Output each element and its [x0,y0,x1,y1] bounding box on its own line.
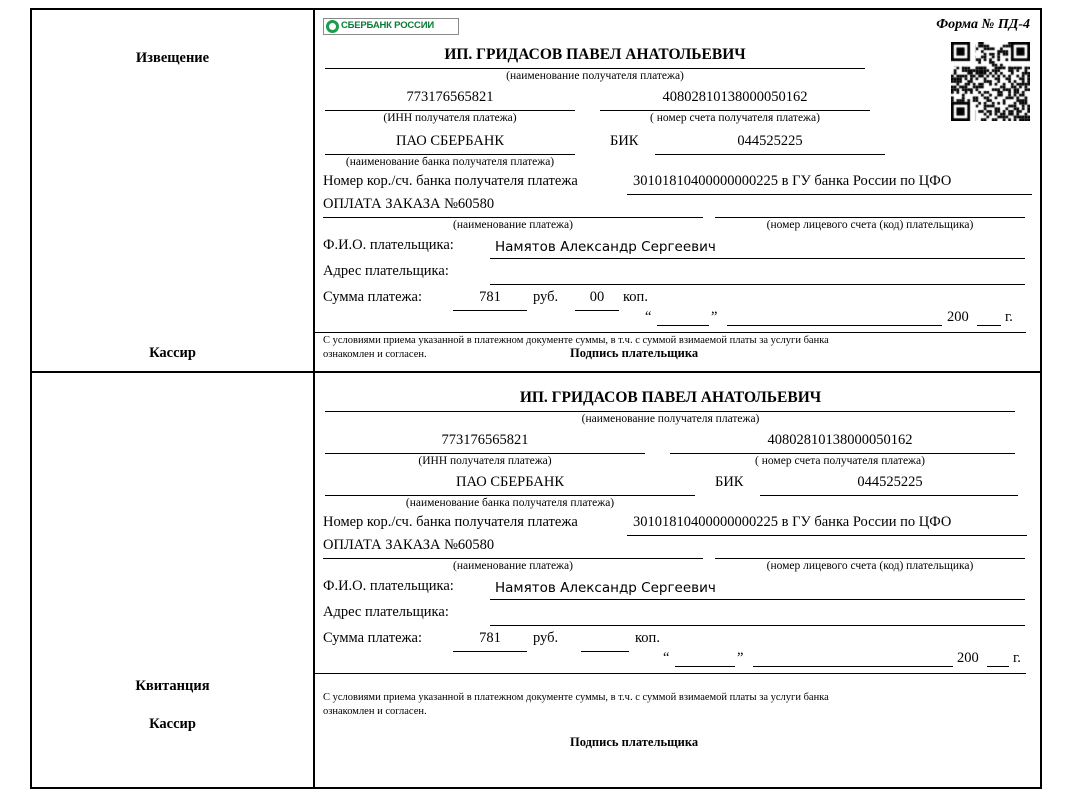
terms-line1-top: С условиями приема указанной в платежном документе суммы, в т.ч. с суммой взимаемой платы за услуги банка [323,335,829,346]
rub-word-top: руб. [533,289,559,305]
inn-caption-top: (ИНН получателя платежа) [383,112,517,124]
receipt-section-izveshchenie [32,10,1040,373]
sum-label-bottom: Сумма платежа: [323,630,422,646]
personal-account-caption-bottom: (номер лицевого счета (код) плательщика) [766,560,974,572]
rule-sum-rub-bottom [453,651,527,652]
corr-value-top: 30101810400000000225 в ГУ банка России по ЦФО [633,173,952,189]
year-suffix-top: г. [1005,309,1013,325]
signature-label-bottom: Подпись плательщика [570,735,699,749]
left-label-column-bottom [32,373,315,787]
rub-word-bottom: руб. [533,630,559,646]
payer-name-top: Намятов Александр Сергеевич [495,239,716,255]
bank-name-caption-top: (наименование банка получателя платежа) [345,156,555,168]
personal-account-caption-top: (номер лицевого счета (код) плательщика) [766,219,974,231]
year-suffix-bottom: г. [1013,650,1021,666]
date-quote-close-top: ” [711,309,718,325]
account-caption-top: ( номер счета получателя платежа) [650,112,820,124]
year-prefix-top: 200 [947,309,969,325]
rule-bank-top [325,154,575,155]
address-label-bottom: Адрес плательщика: [323,604,449,620]
rule-year-top [977,325,1001,326]
bank-name-bottom: ПАО СБЕРБАНК [456,474,564,490]
rule-address-bottom [490,625,1025,626]
kop-word-top: коп. [623,289,648,305]
sum-rub-top: 781 [479,289,501,305]
date-quote-open-bottom: “ [663,650,670,666]
rule-date-day-bottom [675,666,735,667]
label-kassir-top: Кассир [149,345,196,361]
rule-year-bottom [987,666,1009,667]
purpose-top: ОПЛАТА ЗАКАЗА №60580 [323,196,495,212]
rule-bik-bottom [760,495,1018,496]
rule-date-month-top [727,325,942,326]
recipient-name-caption-top: (наименование получателя платежа) [506,70,684,82]
rule-purpose-bottom [323,558,703,559]
terms-line2-top: ознакомлен и согласен. [323,349,427,360]
address-label-top: Адрес плательщика: [323,263,449,279]
rule-terms-separator-bottom [315,673,1026,674]
rule-date-day-top [657,325,709,326]
bik-value-top: 044525225 [737,133,803,149]
sberbank-logo-icon [323,18,459,35]
payer-label-top: Ф.И.О. плательщика: [323,237,454,253]
date-quote-open-top: “ [645,309,652,325]
rule-bik-top [655,154,885,155]
corr-value-bottom: 30101810400000000225 в ГУ банка России по ЦФО [633,514,952,530]
rule-personal-account-bottom [715,558,1025,559]
purpose-caption-top: (наименование платежа) [453,219,573,231]
terms-line2-bottom: ознакомлен и согласен. [323,706,427,717]
label-kassir-bottom: Кассир [149,716,196,732]
rule-recipient-bottom [325,411,1015,412]
kop-word-bottom: коп. [635,630,660,646]
rule-account-top [600,110,870,111]
purpose-bottom: ОПЛАТА ЗАКАЗА №60580 [323,537,495,553]
label-kvitanciya: Квитанция [135,678,210,694]
rule-sum-rub-top [453,310,527,311]
rule-sum-kop-bottom [581,651,629,652]
rule-payer-top [490,258,1025,259]
payer-label-bottom: Ф.И.О. плательщика: [323,578,454,594]
date-quote-close-bottom: ” [737,650,744,666]
account-value-top: 40802810138000050162 [662,89,808,105]
form-number: Форма № ПД-4 [936,17,1030,32]
inn-value-top: 773176565821 [406,89,494,105]
sberbank-mark-icon [326,20,339,33]
label-izveshchenie: Извещение [135,50,210,66]
rule-recipient-top [325,68,865,69]
bik-label-bottom: БИК [715,474,744,490]
rule-terms-separator-top [315,332,1026,333]
bank-name-caption-bottom: (наименование банка получателя платежа) [405,497,615,509]
rule-inn-top [325,110,575,111]
corr-label-bottom: Номер кор./сч. банка получателя платежа [323,514,578,530]
terms-line1-bottom: С условиями приема указанной в платежном документе суммы, в т.ч. с суммой взимаемой платы за услуги банка [323,692,829,703]
recipient-name-top: ИП. ГРИДАСОВ ПАВЕЛ АНАТОЛЬЕВИЧ [444,46,746,63]
recipient-name-bottom: ИП. ГРИДАСОВ ПАВЕЛ АНАТОЛЬЕВИЧ [519,389,822,406]
sum-label-top: Сумма платежа: [323,289,422,305]
receipt-section-kvitanciya [32,373,1040,787]
recipient-name-caption-bottom: (наименование получателя платежа) [581,413,760,425]
rule-corr-top [627,194,1032,195]
rule-corr-bottom [627,535,1027,536]
rule-sum-kop-top [575,310,619,311]
year-prefix-bottom: 200 [957,650,979,666]
account-caption-bottom: ( номер счета получателя платежа) [755,455,925,467]
payment-receipt-document [30,8,1042,789]
bank-name-top: ПАО СБЕРБАНК [396,133,504,149]
sum-kop-top: 00 [589,289,605,305]
inn-caption-bottom: (ИНН получателя платежа) [418,455,552,467]
left-label-column-top [32,10,315,371]
rule-purpose-top [323,217,703,218]
rule-inn-bottom [325,453,645,454]
signature-label-top: Подпись плательщика [570,346,699,360]
rule-bank-bottom [325,495,695,496]
rule-personal-account-top [715,217,1025,218]
qr-code-icon [951,42,1030,121]
receipt-body-bottom [315,373,1040,787]
sberbank-logo-text: СБЕРБАНК РОССИИ [341,20,434,31]
rule-account-bottom [670,453,1015,454]
purpose-caption-bottom: (наименование платежа) [453,560,573,572]
sum-rub-bottom: 781 [479,630,501,646]
account-value-bottom: 40802810138000050162 [767,432,913,448]
bik-value-bottom: 044525225 [857,474,923,490]
receipt-body-top [315,10,1040,371]
rule-address-top [490,284,1025,285]
inn-value-bottom: 773176565821 [441,432,529,448]
rule-date-month-bottom [753,666,953,667]
rule-payer-bottom [490,599,1025,600]
corr-label-top: Номер кор./сч. банка получателя платежа [323,173,578,189]
payer-name-bottom: Намятов Александр Сергеевич [495,580,716,596]
bik-label-top: БИК [610,133,639,149]
